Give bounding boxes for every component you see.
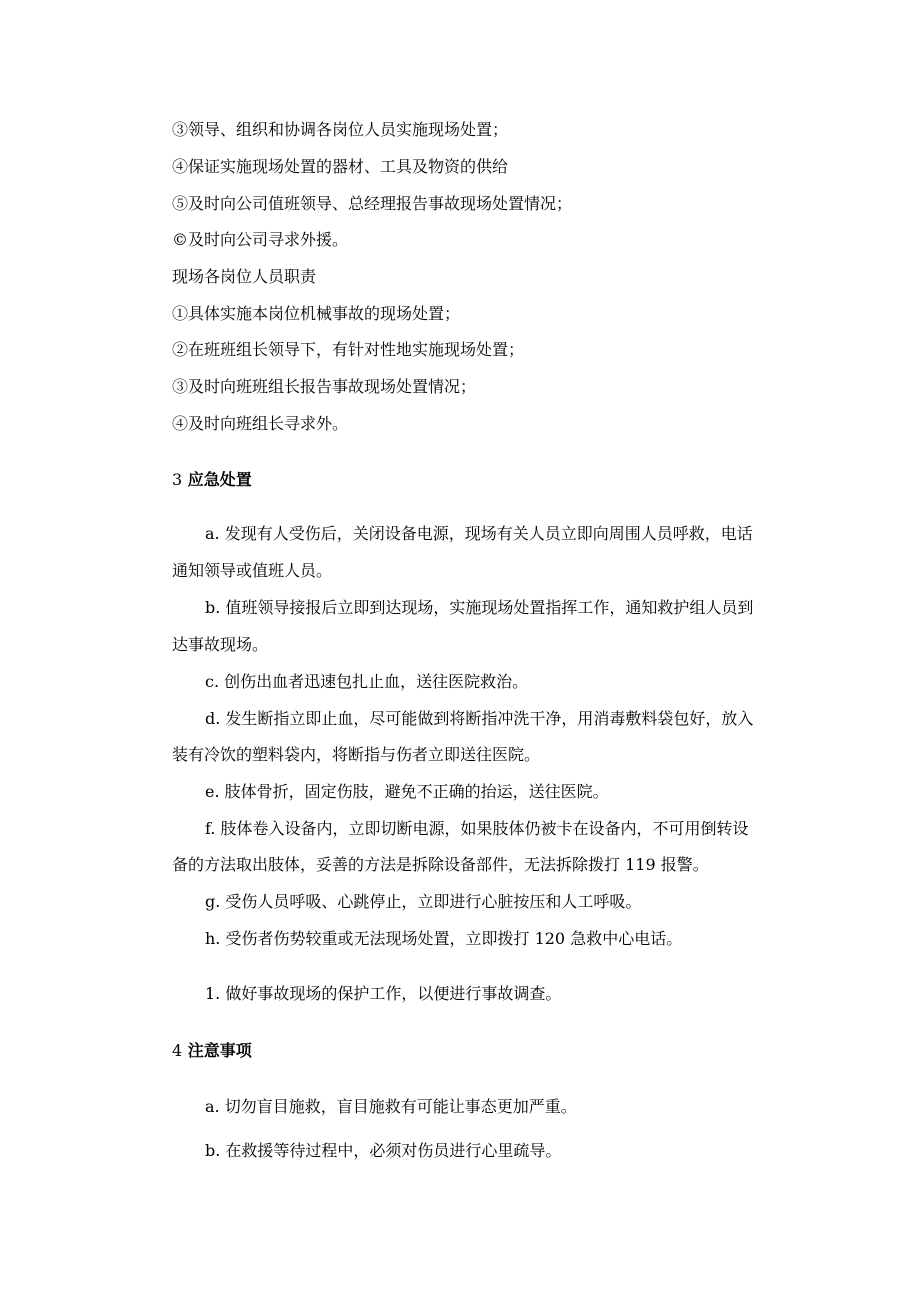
staff-duty-item: ①具体实施本岗位机械事故的现场处置； bbox=[172, 304, 461, 323]
duty-item: ③领导、组织和协调各岗位人员实施现场处置； bbox=[172, 120, 509, 139]
section-4-title: 注意事项 bbox=[187, 1041, 252, 1060]
duty-item: ④保证实施现场处置的器材、工具及物资的供给 bbox=[172, 157, 509, 176]
section-3-title: 应急处置 bbox=[187, 470, 252, 489]
duty-item: ⑤及时向公司值班领导、总经理报告事故现场处置情况； bbox=[172, 194, 573, 213]
paragraph-line: 1. 做好事故现场的保护工作，以便进行事故调查。 bbox=[205, 984, 562, 1003]
section-3-heading bbox=[172, 470, 252, 490]
section-3-number: 3 bbox=[172, 470, 183, 489]
paragraph-line: b. 值班领导接报后立即到达现场，实施现场处置指挥工作，通知救护组人员到 bbox=[205, 598, 754, 617]
paragraph-line: a. 切勿盲目施救，盲目施救有可能让事态更加严重。 bbox=[205, 1097, 577, 1116]
paragraph-line: h. 受伤者伤势较重或无法现场处置，立即拨打 120 急救中心电话。 bbox=[205, 929, 683, 948]
paragraph-line: 装有冷饮的塑料袋内，将断指与伤者立即送往医院。 bbox=[172, 745, 541, 764]
duty-item: ©及时向公司寻求外援。 bbox=[172, 230, 349, 249]
paragraph-line: f. 肢体卷入设备内，立即切断电源，如果肢体仍被卡在设备内，不可用倒转设 bbox=[205, 819, 749, 838]
staff-duty-item: ③及时向班班组长报告事故现场处置情况； bbox=[172, 377, 477, 396]
paragraph-line: c. 创伤出血者迅速包扎止血，送往医院救治。 bbox=[205, 672, 529, 691]
staff-duty-item: ④及时向班组长寻求外。 bbox=[172, 414, 349, 433]
staff-duty-item: ②在班班组长领导下，有针对性地实施现场处置； bbox=[172, 340, 525, 359]
paragraph-line: g. 受伤人员呼吸、心跳停止，立即进行心脏按压和人工呼吸。 bbox=[205, 892, 642, 911]
paragraph-line: 通知领导或值班人员。 bbox=[172, 561, 333, 580]
section-4-number: 4 bbox=[172, 1041, 183, 1060]
paragraph-line: e. 肢体骨折，固定伤肢，避免不正确的抬运，送往医院。 bbox=[205, 782, 609, 801]
staff-duties-heading: 现场各岗位人员职责 bbox=[172, 267, 317, 286]
paragraph-line: 备的方法取出肢体，妥善的方法是拆除设备部件，无法拆除拨打 119 报警。 bbox=[172, 855, 709, 874]
paragraph-line: 达事故现场。 bbox=[172, 635, 269, 654]
paragraph-line: d. 发生断指立即止血，尽可能做到将断指冲洗干净，用消毒敷料袋包好，放入 bbox=[205, 709, 754, 728]
paragraph-line: b. 在救援等待过程中，必须对伤员进行心里疏导。 bbox=[205, 1141, 562, 1160]
section-4-heading bbox=[172, 1041, 252, 1061]
paragraph-line: a. 发现有人受伤后，关闭设备电源，现场有关人员立即向周围人员呼救，电话 bbox=[205, 524, 753, 543]
